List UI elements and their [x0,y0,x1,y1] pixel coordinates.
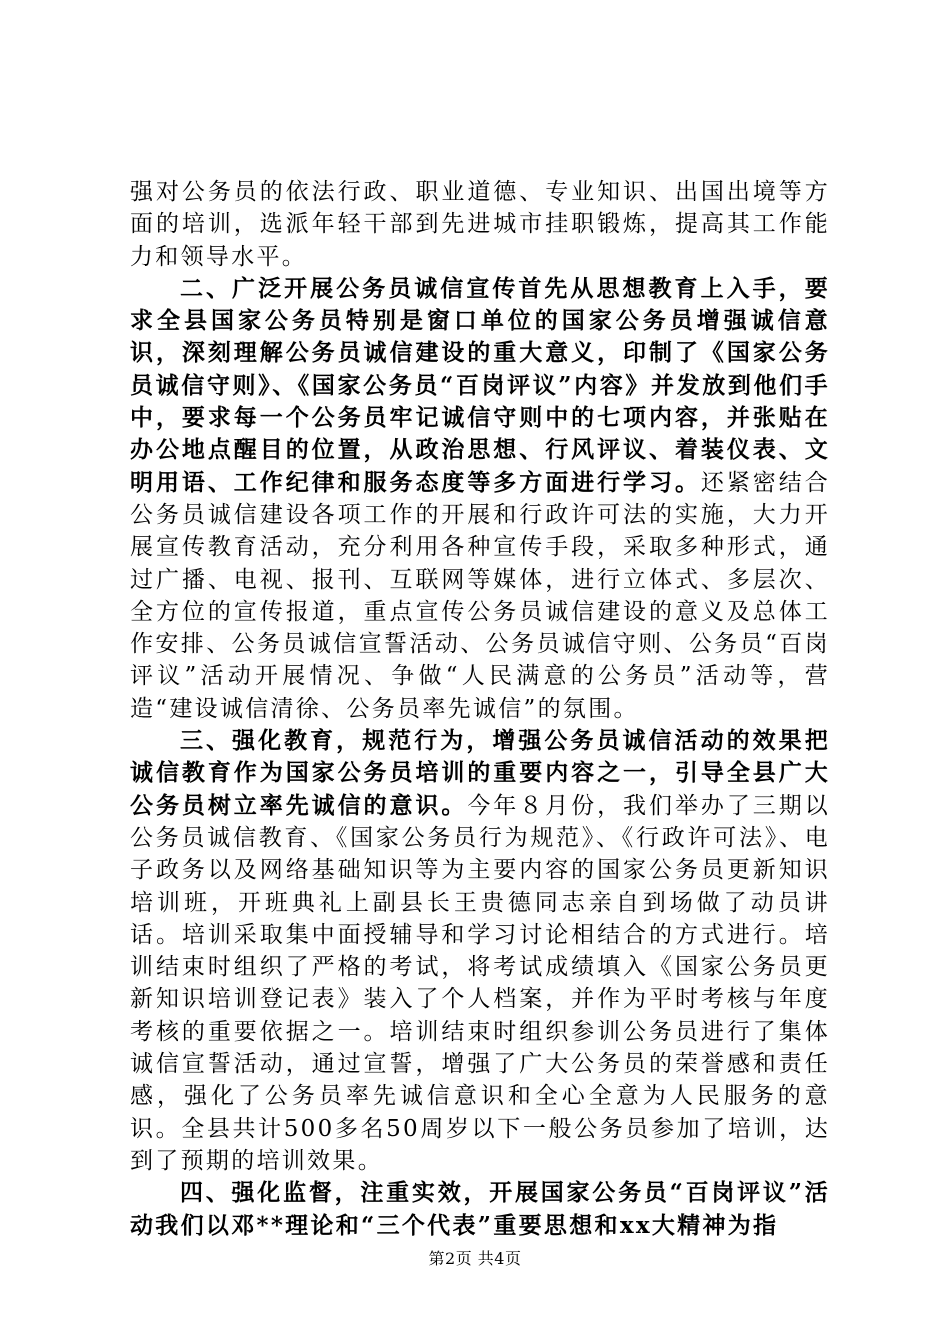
paragraph-2 [130,273,830,725]
paragraph-2-body: 还紧密结合公务员诚信建设各项工作的开展和行政许可法的实施，大力开展宣传教育活动，充分利用各种宣传手段，采取多种形式，通过广播、电视、报刊、互联网等媒体，进行立体式、多层次、全方位的宣传报道，重点宣传公务员诚信建设的意义及总体工作安排、公务员诚信宣誓活动、公务员诚信守则、公务员“百岗评议”活动开展情况、争做“人民满意的公务员”活动等，营造“建设诚信清徐、公务员率先诚信”的氛围。 [130,469,831,722]
paragraph-1 [130,176,830,273]
paragraph-4-lead: 四、强化监督，注重实效，开展国家公务员“百岗评议”活动我们以邓**理论和“三个代表”重要思想和xx大精神为指 [130,1179,830,1239]
paragraph-2-lead: 二、广泛开展公务员诚信宣传首先从思想教育上入手，要求全县国家公务员特别是窗口单位的国家公务员增强诚信意识，深刻理解公务员诚信建设的重大意义，印制了《国家公务员诚信守则》、《国家公务员“百岗评议”内容》并发放到他们手中，要求每一个公务员牢记诚信守则中的七项内容，并张贴在办公地点醒目的位置，从政治思想、行风评议、着装仪表、文明用语、工作纪律和服务态度等多方面进行学习。 [130,274,830,496]
paragraph-3 [130,725,830,1177]
paragraph-3-body: 今年８月份，我们举办了三期以公务员诚信教育、《国家公务员行为规范》、《行政许可法》、电子政务以及网络基础知识等为主要内容的国家公务员更新知识培训班，开班典礼上副县长王贵德同志亲自到场做了动员讲话。培训采取集中面授辅导和学习讨论相结合的方式进行。培训结束时组织了严格的考试，将考试成绩填入《国家公务员更新知识培训登记表》装入了个人档案，并作为平时考核与年度考核的重要依据之一。培训结束时组织参训公务员进行了集体诚信宣誓活动，通过宣誓，增强了广大公务员的荣誉感和责任感，强化了公务员率先诚信意识和全心全意为人民服务的意识。全县共计500多名50周岁以下一般公务员参加了培训，达到了预期的培训效果。 [130,792,831,1174]
page-number-footer: 第2页 共4页 [428,1249,522,1268]
paragraph-4 [130,1177,830,1242]
paragraph-1-body: 强对公务员的依法行政、职业道德、专业知识、出国出境等方面的培训，选派年轻干部到先进城市挂职锻炼，提高其工作能力和领导水平。 [130,179,830,270]
document-body [130,176,830,1242]
paragraph-3-lead: 三、强化教育，规范行为，增强公务员诚信活动的效果把诚信教育作为国家公务员培训的重要内容之一，引导全县广大公务员树立率先诚信的意识。 [130,727,830,819]
